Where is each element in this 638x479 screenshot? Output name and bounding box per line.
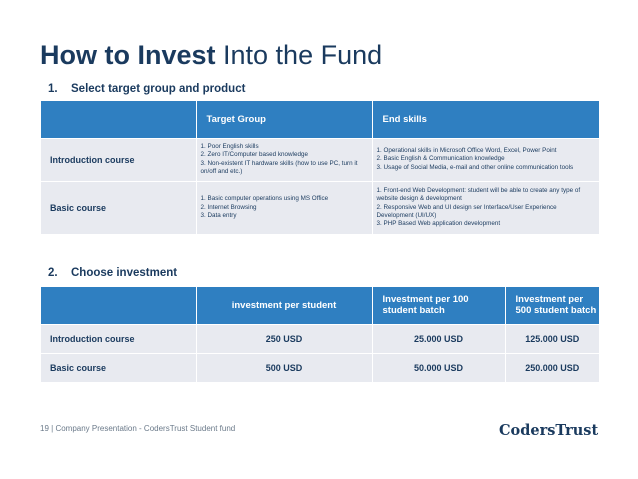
list-item: 3. PHP Based Web application development [376,220,501,228]
section-2-heading [48,267,177,279]
table2-header-blank [41,287,196,324]
target-list [196,181,372,234]
title-bold: How to Invest [40,40,216,70]
page-title [40,38,382,72]
skills-list [372,181,599,234]
table1-header-target: Target Group [196,101,372,138]
table2-header-row [41,287,599,324]
list-item: 3. Non-existent IT hardware skills (how to use PC, turn it on/off and etc.) [200,159,358,175]
section-1-label: Select target group and product [71,83,246,95]
section-2-number: 2. [48,267,58,279]
list-item: 1. Front-end Web Development: student will be able to create any type of website design & development [376,186,581,203]
value-cell: 25.000 USD [372,324,505,353]
table-row [41,181,599,234]
table-row [41,353,599,382]
list-item: 2. Internet Browsing [200,203,257,211]
value-cell: 250.000 USD [505,353,599,382]
section-2-label: Choose investment [71,267,178,279]
row-label: Basic course [41,181,196,234]
table2-header-per-student: investment per student [196,287,372,324]
coderstrust-logo: CodersTrust [499,422,599,439]
list-item: 2. Basic English & Communication knowledge [376,155,505,163]
table-row [41,138,599,181]
row-label: Basic course [41,353,196,382]
list-item: 1. Poor English skills [200,142,259,150]
row-label: Introduction course [41,138,196,181]
list-item: 2. Responsive Web and UI design ser Interface/User Experience Development (UI/UX) [376,203,557,219]
title-light: Into the Fund [215,40,383,70]
footer-separator: | [48,424,56,433]
table2-header-per-100: Investment per 100 student batch [372,287,505,324]
value-cell: 50.000 USD [372,353,505,382]
table1-header-skills: End skills [372,101,599,138]
row-label: Introduction course [41,324,196,353]
target-group-table [41,101,599,234]
section-1-number: 1. [48,83,58,95]
list-item: 3. Usage of Social Media, e-mail and other online communication tools [376,163,574,171]
table1-header-blank [41,101,196,138]
list-item: 2. Zero IT/Computer based knowledge [200,151,308,159]
investment-table [41,287,599,382]
list-item: 1. Operational skills in Microsoft Office Word, Excel, Power Point [376,146,557,154]
section-1-heading [48,83,245,95]
target-list [196,138,372,181]
page-number: 19 [40,424,49,433]
table-row [41,324,599,353]
footer-text: Company Presentation - CodersTrust Student fund [55,424,236,433]
value-cell: 500 USD [196,353,372,382]
value-cell: 250 USD [196,324,372,353]
list-item: 3. Data entry [200,211,237,219]
table2-header-per-500: Investment per 500 student batch [505,287,599,324]
value-cell: 125.000 USD [505,324,599,353]
table1-header-row [41,101,599,138]
skills-list [372,138,599,181]
footer [40,424,235,433]
list-item: 1. Basic computer operations using MS Office [200,195,329,203]
